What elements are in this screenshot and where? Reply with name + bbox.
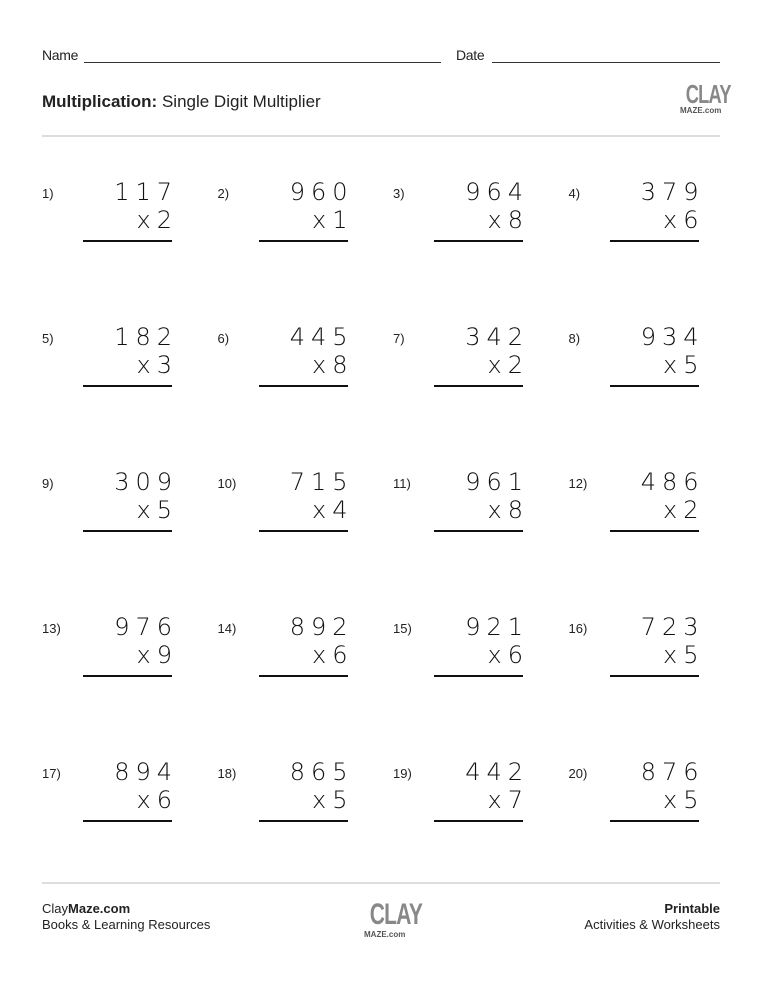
multiplier: x5 — [312, 786, 354, 814]
problem-8 — [568, 323, 705, 401]
multiplier: x9 — [136, 641, 178, 669]
problem-number: 7) — [393, 331, 405, 346]
problem-3 — [393, 178, 529, 256]
claymaze-logo — [680, 79, 731, 115]
problem-number: 5) — [42, 331, 54, 346]
problem-number: 16) — [568, 621, 588, 636]
problem-10 — [217, 468, 354, 546]
multiplier: x7 — [487, 786, 529, 814]
logo-text: CLAY — [685, 79, 731, 109]
multiplier: x8 — [487, 496, 529, 524]
problem-number: 1) — [42, 186, 54, 201]
problem-9 — [42, 468, 178, 546]
problem-number: 6) — [217, 331, 230, 346]
multiplicand: 445 — [289, 323, 354, 351]
problem-number: 13) — [42, 621, 61, 636]
answer-line[interactable] — [83, 530, 172, 532]
multiplicand: 486 — [640, 468, 705, 496]
multiplier: x6 — [136, 786, 178, 814]
problem-number: 18) — [217, 766, 237, 781]
answer-line[interactable] — [610, 385, 699, 387]
multiplicand: 964 — [465, 178, 529, 206]
problem-number: 4) — [568, 186, 581, 201]
answer-line[interactable] — [434, 675, 523, 677]
problem-number: 20) — [568, 766, 588, 781]
answer-line[interactable] — [610, 530, 699, 532]
multiplicand: 976 — [114, 613, 178, 641]
multiplicand: 342 — [465, 323, 529, 351]
multiplier: x6 — [663, 206, 705, 234]
problem-number: 12) — [568, 476, 588, 491]
answer-line[interactable] — [83, 240, 172, 242]
answer-line[interactable] — [83, 385, 172, 387]
answer-line[interactable] — [610, 820, 699, 822]
date-field[interactable] — [492, 62, 720, 63]
answer-line[interactable] — [259, 385, 348, 387]
multiplier: x6 — [312, 641, 354, 669]
problem-number: 11) — [393, 476, 411, 491]
problem-11 — [393, 468, 529, 546]
multiplicand: 894 — [114, 758, 178, 786]
answer-line[interactable] — [83, 820, 172, 822]
name-label: Name — [42, 47, 79, 63]
multiplicand: 379 — [640, 178, 705, 206]
multiplier: x2 — [487, 351, 529, 379]
multiplier: x5 — [663, 351, 705, 379]
footer-activities: Activities & Worksheets — [584, 917, 720, 932]
problem-number: 10) — [217, 476, 237, 491]
footer-left — [42, 901, 210, 933]
problem-19 — [393, 758, 529, 836]
problem-number: 9) — [42, 476, 54, 491]
problem-number: 15) — [393, 621, 412, 636]
problem-7 — [393, 323, 529, 401]
multiplier: x1 — [312, 206, 354, 234]
answer-line[interactable] — [259, 675, 348, 677]
footer-divider — [42, 882, 720, 884]
multiplicand: 892 — [289, 613, 354, 641]
answer-line[interactable] — [259, 240, 348, 242]
problem-14 — [217, 613, 354, 691]
logo-subtext: MAZE.com — [364, 930, 406, 939]
multiplicand: 921 — [465, 613, 529, 641]
problem-2 — [217, 178, 354, 256]
multiplier: x8 — [487, 206, 529, 234]
problem-number: 17) — [42, 766, 61, 781]
multiplicand: 442 — [465, 758, 529, 786]
problem-number: 14) — [217, 621, 237, 636]
multiplier: x8 — [312, 351, 354, 379]
multiplicand: 723 — [640, 613, 705, 641]
multiplier: x2 — [136, 206, 178, 234]
answer-line[interactable] — [434, 385, 523, 387]
multiplicand: 960 — [289, 178, 354, 206]
multiplier: x3 — [136, 351, 178, 379]
problem-number: 3) — [393, 186, 405, 201]
problem-number: 2) — [217, 186, 230, 201]
title-subtitle: Single Digit Multiplier — [161, 92, 321, 111]
header-divider — [42, 135, 720, 137]
multiplier: x6 — [487, 641, 529, 669]
problem-17 — [42, 758, 178, 836]
multiplicand: 934 — [640, 323, 705, 351]
multiplicand: 309 — [114, 468, 178, 496]
answer-line[interactable] — [434, 530, 523, 532]
answer-line[interactable] — [434, 820, 523, 822]
footer-brand-bold: Maze.com — [68, 901, 131, 916]
date-label: Date — [456, 47, 485, 63]
name-field[interactable] — [84, 62, 441, 63]
problem-16 — [568, 613, 705, 691]
multiplicand: 876 — [640, 758, 705, 786]
multiplicand: 961 — [465, 468, 529, 496]
footer-printable: Printable — [664, 901, 720, 916]
problem-number: 19) — [393, 766, 412, 781]
problem-13 — [42, 613, 178, 691]
footer-brand-light: Clay — [42, 901, 69, 916]
multiplicand: 715 — [289, 468, 354, 496]
footer-right — [584, 901, 720, 933]
problem-12 — [568, 468, 705, 546]
claymaze-footer-logo — [364, 898, 423, 939]
problem-15 — [393, 613, 529, 691]
title-topic: Multiplication: — [42, 92, 158, 111]
problem-5 — [42, 323, 178, 401]
multiplicand: 182 — [114, 323, 178, 351]
problem-1 — [42, 178, 178, 256]
answer-line[interactable] — [610, 240, 699, 242]
multiplier: x5 — [663, 786, 705, 814]
answer-line[interactable] — [610, 675, 699, 677]
multiplier: x5 — [136, 496, 178, 524]
answer-line[interactable] — [259, 820, 348, 822]
logo-text: CLAY — [369, 898, 423, 931]
page-title — [42, 92, 321, 112]
multiplicand: 865 — [289, 758, 354, 786]
footer-brand — [42, 901, 210, 917]
answer-line[interactable] — [434, 240, 523, 242]
problem-6 — [217, 323, 354, 401]
problem-4 — [568, 178, 705, 256]
multiplier: x4 — [312, 496, 354, 524]
answer-line[interactable] — [259, 530, 348, 532]
multiplicand: 117 — [114, 178, 178, 206]
problem-number: 8) — [568, 331, 581, 346]
multiplier: x2 — [663, 496, 705, 524]
logo-subtext: MAZE.com — [680, 106, 722, 115]
problem-18 — [217, 758, 354, 836]
multiplier: x5 — [663, 641, 705, 669]
answer-line[interactable] — [83, 675, 172, 677]
footer-tagline: Books & Learning Resources — [42, 917, 211, 932]
problem-20 — [568, 758, 705, 836]
